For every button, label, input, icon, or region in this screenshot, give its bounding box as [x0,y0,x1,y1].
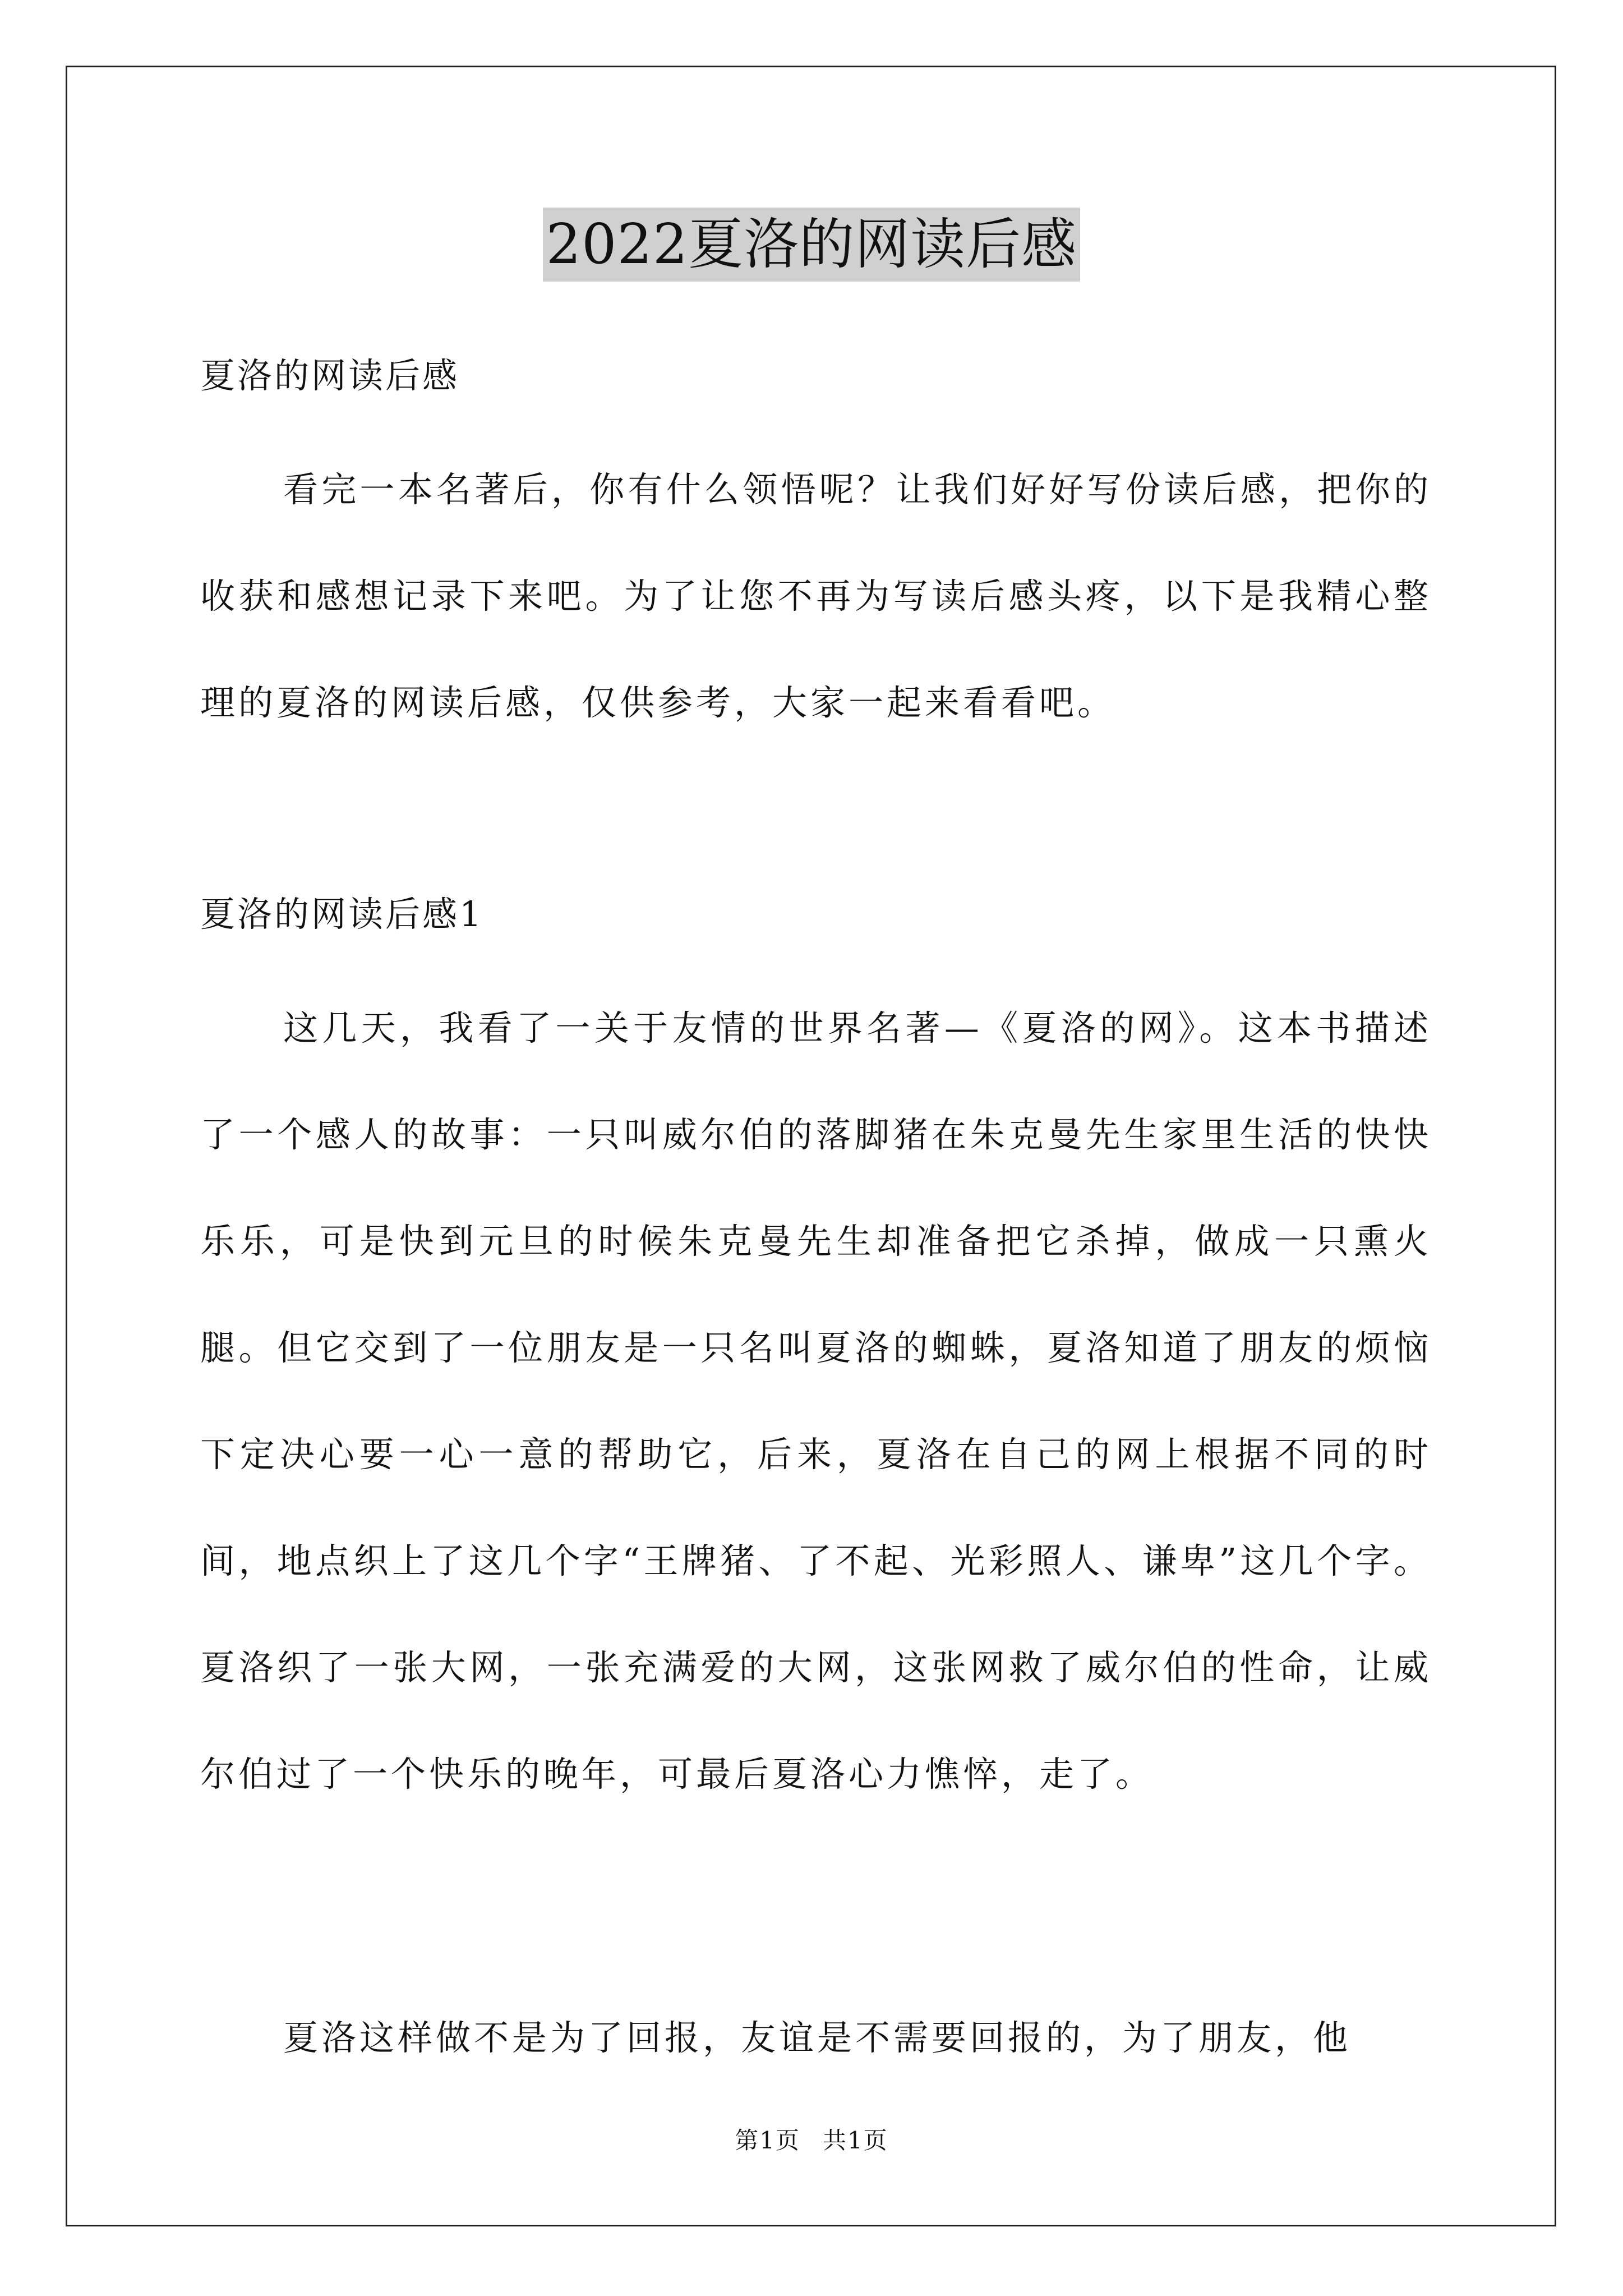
intro-paragraph: 看完一本名著后，你有什么领悟呢？让我们好好写份读后感，把你的收获和感想记录下来吧。为了让您不再为写读后感头疼，以下是我精心整理的夏洛的网读后感，仅供参考，大家一起来看看吧。 [200,469,1432,723]
page-footer [0,2125,1623,2156]
section-heading: 夏洛的网读后感1 [200,894,484,935]
body-paragraph-2: 夏洛这样做不是为了回报，友谊是不需要回报的，为了朋友，他 [283,2017,1352,2058]
document-title: 2022夏洛的网读后感 [543,208,1080,282]
document-subtitle: 夏洛的网读后感 [200,355,460,396]
body-paragraph-1: 这几天，我看了一关于友情的世界名著—《夏洛的网》。这本书描述了一个感人的故事：一只叫威尔伯的落脚猪在朱克曼先生家里生活的快快乐乐，可是快到元旦的时候朱克曼先生却准备把它杀掉，做成一只熏火腿。但它交到了一位朋友是一只名叫夏洛的蜘蛛，夏洛知道了朋友的烦恼下定决心要一心一意的帮助它，后来，夏洛在自己的网上根据不同的时间，地点织上了这几个字“王牌猪、了不起、光彩照人、谦卑”这几个字。夏洛织了一张大网，一张充满爱的大网，这张网救了威尔伯的性命，让威尔伯过了一个快乐的晚年，可最后夏洛心力憔悴，走了。 [200,1007,1432,1795]
page-total: 共1页 [823,2127,888,2154]
page-number: 第1页 [735,2127,800,2154]
title-container [0,208,1623,282]
